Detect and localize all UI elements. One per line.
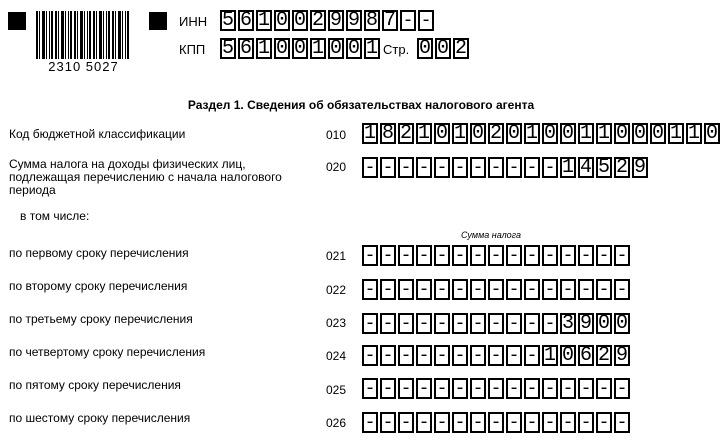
char-cell: - — [416, 157, 432, 178]
char-cell: - — [362, 157, 378, 178]
char-cell: - — [398, 313, 414, 334]
row-cells-021[interactable] — [362, 245, 632, 266]
char-cell: 4 — [580, 155, 593, 179]
char-cell: 0 — [706, 121, 719, 145]
char-cell: - — [416, 412, 432, 433]
char-cell: - — [506, 378, 522, 399]
char-cell: - — [470, 157, 486, 178]
barcode-number: 2310 5027 — [48, 59, 119, 74]
char-cell: 1 — [670, 121, 683, 145]
row-cells-023[interactable] — [362, 313, 632, 334]
char-cell: - — [596, 412, 612, 433]
row-code-024: 024 — [326, 349, 347, 363]
char-cell: - — [578, 279, 594, 300]
char-cell: - — [470, 412, 486, 433]
char-cell: 8 — [382, 121, 395, 145]
char-cell: 1 — [258, 8, 271, 32]
char-cell: - — [542, 412, 558, 433]
row-code-010: 010 — [326, 128, 347, 142]
char-cell: 0 — [508, 121, 521, 145]
char-cell: 1 — [366, 36, 379, 60]
row-label-024: по четвертому сроку перечисления — [9, 345, 206, 359]
char-cell: - — [400, 10, 416, 31]
char-cell: - — [452, 378, 468, 399]
char-cell: - — [488, 412, 504, 433]
char-cell: 2 — [490, 121, 503, 145]
char-cell: 2 — [400, 121, 413, 145]
char-cell: 1 — [598, 121, 611, 145]
char-cell: - — [362, 313, 378, 334]
inn-cells[interactable] — [220, 10, 436, 31]
including-label: в том числе: — [20, 209, 90, 223]
row-label-022: по второму сроку перечисления — [9, 279, 188, 293]
char-cell: - — [434, 378, 450, 399]
row-code-022: 022 — [326, 283, 347, 297]
kpp-cells[interactable] — [220, 38, 382, 59]
char-cell: - — [398, 279, 414, 300]
row-code-021: 021 — [326, 249, 347, 263]
char-cell: - — [506, 345, 522, 366]
row-code-026: 026 — [326, 416, 347, 430]
char-cell: 0 — [294, 8, 307, 32]
char-cell: 9 — [634, 155, 647, 179]
char-cell: - — [506, 157, 522, 178]
char-cell: - — [524, 313, 540, 334]
char-cell: - — [416, 279, 432, 300]
char-cell: 1 — [312, 36, 325, 60]
char-cell: - — [524, 245, 540, 266]
char-cell: 0 — [652, 121, 665, 145]
char-cell: 1 — [258, 36, 271, 60]
char-cell: - — [434, 313, 450, 334]
char-cell: - — [362, 378, 378, 399]
char-cell: - — [452, 245, 468, 266]
char-cell: 1 — [418, 121, 431, 145]
char-cell: - — [452, 345, 468, 366]
char-cell: - — [398, 378, 414, 399]
char-cell: 0 — [634, 121, 647, 145]
char-cell: - — [398, 245, 414, 266]
char-cell: - — [614, 245, 630, 266]
char-cell: 0 — [562, 343, 575, 367]
char-cell: - — [380, 157, 396, 178]
char-cell: - — [452, 313, 468, 334]
char-cell: - — [452, 412, 468, 433]
char-cell: - — [506, 279, 522, 300]
char-cell: 0 — [330, 36, 343, 60]
char-cell: 9 — [330, 8, 343, 32]
char-cell: 0 — [562, 121, 575, 145]
kpp-label: КПП — [179, 42, 206, 57]
char-cell: - — [596, 378, 612, 399]
char-cell: - — [488, 157, 504, 178]
char-cell: 1 — [688, 121, 701, 145]
char-cell: 0 — [437, 36, 450, 60]
char-cell: - — [362, 245, 378, 266]
char-cell: 6 — [240, 36, 253, 60]
row-cells-024[interactable] — [362, 345, 632, 366]
char-cell: 2 — [598, 343, 611, 367]
char-cell: 1 — [544, 343, 557, 367]
char-cell: - — [434, 245, 450, 266]
char-cell: - — [542, 279, 558, 300]
char-cell: - — [506, 412, 522, 433]
page-cells[interactable] — [417, 38, 471, 59]
char-cell: 1 — [364, 121, 377, 145]
char-cell: 2 — [455, 36, 468, 60]
row-code-023: 023 — [326, 316, 347, 330]
char-cell: 0 — [472, 121, 485, 145]
char-cell: - — [578, 245, 594, 266]
row-code-020: 020 — [326, 160, 347, 174]
char-cell: - — [470, 345, 486, 366]
char-cell: - — [560, 245, 576, 266]
char-cell: - — [470, 279, 486, 300]
char-cell: - — [380, 378, 396, 399]
char-cell: 0 — [419, 36, 432, 60]
char-cell: 0 — [616, 121, 629, 145]
char-cell: - — [452, 279, 468, 300]
char-cell: 0 — [598, 311, 611, 335]
char-cell: - — [398, 412, 414, 433]
char-cell: - — [398, 345, 414, 366]
row-label-021: по первому сроку перечисления — [9, 246, 189, 260]
alignment-marker-left — [8, 12, 26, 30]
char-cell: - — [418, 10, 434, 31]
char-cell: - — [542, 157, 558, 178]
char-cell: 0 — [544, 121, 557, 145]
char-cell: - — [596, 245, 612, 266]
barcode-bars — [36, 11, 131, 59]
char-cell: - — [506, 313, 522, 334]
char-cell: - — [488, 313, 504, 334]
row-label-025: по пятому сроку перечисления — [9, 378, 181, 392]
row-cells-026[interactable] — [362, 412, 632, 433]
char-cell: - — [488, 245, 504, 266]
char-cell: - — [362, 279, 378, 300]
char-cell: - — [470, 313, 486, 334]
char-cell: 5 — [598, 155, 611, 179]
row-code-025: 025 — [326, 383, 347, 397]
row-cells-025[interactable] — [362, 378, 632, 399]
char-cell: - — [488, 378, 504, 399]
char-cell: 2 — [616, 155, 629, 179]
char-cell: - — [380, 412, 396, 433]
page-label: Стр. — [383, 42, 410, 57]
char-cell: - — [470, 245, 486, 266]
char-cell: - — [542, 313, 558, 334]
row-label-026: по шестому сроку перечисления — [9, 411, 191, 425]
char-cell: - — [380, 313, 396, 334]
char-cell: - — [560, 279, 576, 300]
char-cell: 6 — [240, 8, 253, 32]
char-cell: 8 — [366, 8, 379, 32]
char-cell: - — [398, 157, 414, 178]
inn-label: ИНН — [179, 14, 208, 29]
char-cell: - — [434, 345, 450, 366]
char-cell: - — [434, 157, 450, 178]
char-cell: - — [524, 157, 540, 178]
char-cell: 0 — [294, 36, 307, 60]
char-cell: - — [542, 245, 558, 266]
char-cell: - — [380, 345, 396, 366]
char-cell: - — [380, 279, 396, 300]
row-label-023: по третьему сроку перечисления — [9, 312, 193, 326]
alignment-marker-right — [149, 12, 167, 30]
char-cell: - — [488, 279, 504, 300]
row-label-010: Код бюджетной классификации — [9, 127, 186, 141]
char-cell: 1 — [562, 155, 575, 179]
char-cell: - — [434, 279, 450, 300]
char-cell: - — [434, 412, 450, 433]
char-cell: - — [506, 245, 522, 266]
char-cell: 9 — [616, 343, 629, 367]
char-cell: 9 — [580, 311, 593, 335]
char-cell: - — [416, 345, 432, 366]
char-cell: - — [380, 245, 396, 266]
char-cell: 2 — [312, 8, 325, 32]
char-cell: - — [524, 345, 540, 366]
row-label-020: Сумма налога на доходы физических лиц, подлежащая перечислению с начала налогового периода — [9, 157, 282, 197]
char-cell: - — [614, 412, 630, 433]
barcode — [36, 11, 131, 74]
char-cell: 0 — [436, 121, 449, 145]
char-cell: 7 — [384, 8, 397, 32]
char-cell: - — [416, 378, 432, 399]
char-cell: - — [614, 279, 630, 300]
char-cell: - — [416, 313, 432, 334]
char-cell: 5 — [222, 8, 235, 32]
tax-sum-header: Сумма налога — [461, 230, 522, 240]
char-cell: 1 — [526, 121, 539, 145]
char-cell: - — [578, 378, 594, 399]
char-cell: - — [362, 412, 378, 433]
char-cell: 0 — [276, 8, 289, 32]
char-cell: 1 — [580, 121, 593, 145]
char-cell: 6 — [580, 343, 593, 367]
char-cell: 0 — [616, 311, 629, 335]
char-cell: - — [524, 378, 540, 399]
char-cell: - — [470, 378, 486, 399]
char-cell: 1 — [454, 121, 467, 145]
char-cell: - — [416, 245, 432, 266]
char-cell: - — [578, 412, 594, 433]
char-cell: 9 — [348, 8, 361, 32]
char-cell: - — [524, 279, 540, 300]
char-cell: - — [524, 412, 540, 433]
row-cells-022[interactable] — [362, 279, 632, 300]
row-cells-020[interactable] — [362, 157, 650, 178]
char-cell: - — [488, 345, 504, 366]
row-cells-010[interactable] — [362, 123, 722, 144]
char-cell: - — [542, 378, 558, 399]
char-cell: 5 — [222, 36, 235, 60]
section-title: Раздел 1. Сведения об обязательствах налогового агента — [187, 98, 535, 112]
char-cell: 0 — [276, 36, 289, 60]
char-cell: - — [614, 378, 630, 399]
char-cell: - — [596, 279, 612, 300]
char-cell: - — [560, 378, 576, 399]
char-cell: - — [362, 345, 378, 366]
char-cell: 3 — [562, 311, 575, 335]
char-cell: - — [560, 412, 576, 433]
char-cell: 0 — [348, 36, 361, 60]
char-cell: - — [452, 157, 468, 178]
